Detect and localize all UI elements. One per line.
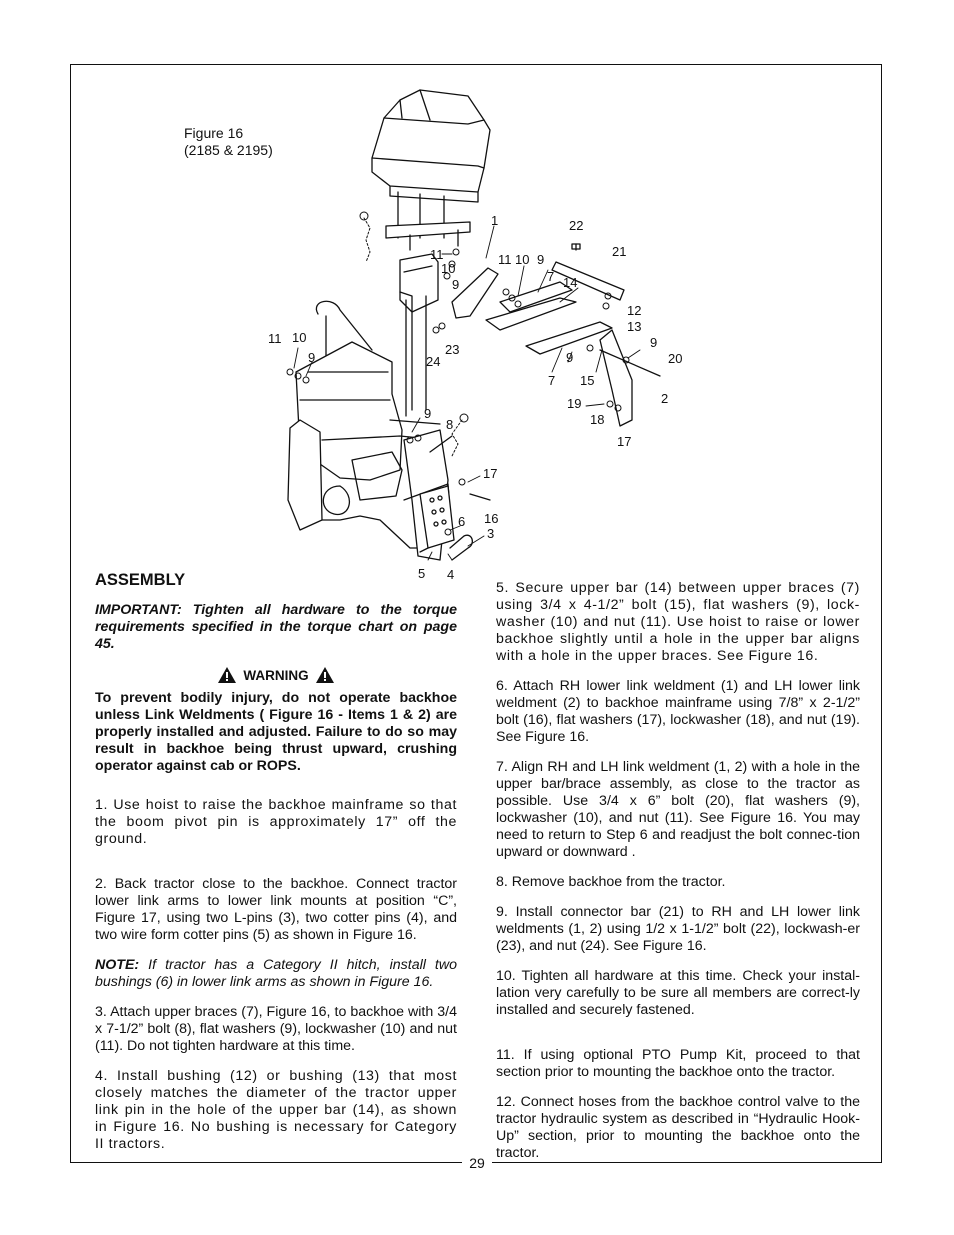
note-label: NOTE: xyxy=(95,957,140,973)
callout: 1 xyxy=(491,213,499,228)
warning-triangle-icon xyxy=(217,666,237,684)
section-heading: ASSEMBLY xyxy=(95,571,186,589)
step-7: 7. Align RH and LH link weldment (1, 2) with a hole in the upper bar/brace assembly, as close to the tractor as possible. Use 3/4 x 6” bolt (20), flat washers (9), lockwasher (10), and nut (11). See Figure 16. You may need to return to Step 6 and readjust the bolt connec-tion upward or downward . xyxy=(496,759,860,860)
rh-link-weldment xyxy=(452,268,498,318)
callout: 9 xyxy=(308,350,316,365)
figure-models: (2185 & 2195) xyxy=(184,142,273,158)
callout: 11 xyxy=(430,247,444,262)
step-11: 11. If using optional PTO Pump Kit, proceed to that section prior to mounting the backhoe onto the tractor. xyxy=(496,1047,860,1080)
callout: 7 xyxy=(547,269,555,284)
step-3: 3. Attach upper braces (7), Figure 16, to backhoe with 3/4 x 7-1/2” bolt (8), flat washers (9), lockwasher (10) and nut (11). Do not tighten hardware at this time. xyxy=(95,1004,457,1054)
callout: 9 xyxy=(424,406,432,421)
callout: 23 xyxy=(445,342,460,357)
callout: 21 xyxy=(612,244,627,259)
right-column xyxy=(496,580,860,1175)
important-note: IMPORTANT: Tighten all hardware to the torque requirements specified in the torque chart on page 45. xyxy=(95,602,457,652)
callout: 20 xyxy=(668,351,683,366)
callout: 8 xyxy=(446,417,454,432)
callout: 12 xyxy=(627,303,642,318)
callout: 10 xyxy=(292,330,307,345)
callout: 5 xyxy=(418,566,426,581)
callout: 11 xyxy=(268,331,282,346)
step-8: 8. Remove backhoe from the tractor. xyxy=(496,874,726,890)
callout: 9 xyxy=(650,335,658,350)
step-2: 2. Back tractor close to the backhoe. Connect tractor lower link arms to lower link mounts at position “C”, Figure 17, using two L-pins (3), two cotter pins (4), and two wire form cotter pins (5) as shown in Figure 16. xyxy=(95,876,457,943)
step-9: 9. Install connector bar (21) to RH and LH lower link weldments (1, 2) using 1/2 x 1-1/2” bolt (22), lockwash-er (23), and nut (24). See Figure 16. xyxy=(496,904,860,954)
callout: 11 xyxy=(498,252,512,267)
step-5: 5. Secure upper bar (14) between upper braces (7) using 3/4 x 4-1/2” bolt (15), flat washers (9), lock-washer (10) and nut (11). Use hoist to raise or lower backhoe slightly until a hole in the upper bar aligns with a hole in the upper braces. See Figure 16. xyxy=(496,580,860,664)
callout: 13 xyxy=(627,319,642,334)
callout: 15 xyxy=(580,373,595,388)
step-6: 6. Attach RH lower link weldment (1) and LH lower link weldment (2) to backhoe mainframe using 7/8” x 2-1/2” bolt (16), flat washers (17), lockwasher (18), and nut (19). See Figure 16. xyxy=(496,678,860,745)
callout: 17 xyxy=(617,434,632,449)
callout: 6 xyxy=(458,514,466,529)
step-1: 1. Use hoist to raise the backhoe mainframe so that the boom pivot pin is approximately 17” off the ground. xyxy=(95,797,457,847)
warning-label: WARNING xyxy=(243,667,309,683)
seat-column xyxy=(400,254,441,416)
callout: 9 xyxy=(452,277,460,292)
note-text: If tractor has a Category II hitch, install two bushings (6) in lower link arms as shown in Figure 16. xyxy=(95,957,457,990)
callout: 10 xyxy=(441,261,456,276)
callout: 7 xyxy=(548,373,556,388)
warning-header xyxy=(95,666,457,684)
upper-braces xyxy=(486,282,612,354)
category-note xyxy=(95,957,457,991)
callout: 19 xyxy=(567,396,582,411)
callout: 17 xyxy=(483,466,498,481)
step-10: 10. Tighten all hardware at this time. Check your instal-lation very carefully to be sure all members are correct-ly installed and securely fastened. xyxy=(496,968,860,1018)
step-12: 12. Connect hoses from the backhoe control valve to the tractor hydraulic system as described in “Hydraulic Hook-Up” section, prior to mounting the backhoe onto the tractor. xyxy=(496,1094,860,1161)
warning-triangle-icon xyxy=(315,666,335,684)
callout: 9 xyxy=(537,252,545,267)
callout: 22 xyxy=(569,218,584,233)
callout: 3 xyxy=(487,526,495,541)
figure-label: Figure 16 xyxy=(184,125,244,141)
callout: 10 xyxy=(515,252,530,267)
callout: 9 xyxy=(566,350,574,365)
step-4: 4. Install bushing (12) or bushing (13) that most closely matches the diameter of the tractor upper link pin in the hole of the upper bar (14), as shown in Figure 16. No bushing is necessary for Category II tractors. xyxy=(95,1068,457,1152)
page-number: 29 xyxy=(462,1154,492,1172)
warning-text: To prevent bodily injury, do not operate backhoe unless Link Weldments ( Figure 16 - Items 1 & 2) are properly installed and adjusted. Failure to do so may result in backhoe being thrust upward, crushing operator against cab or ROPS. xyxy=(95,690,457,774)
callout: 2 xyxy=(661,391,669,406)
callout: 4 xyxy=(447,567,455,582)
callout: 14 xyxy=(563,275,578,290)
callout: 18 xyxy=(590,412,605,427)
left-column xyxy=(95,570,457,1166)
callout: 16 xyxy=(484,511,499,526)
lh-link-weldment xyxy=(600,330,632,426)
seat-illustration xyxy=(372,90,490,250)
callout: 24 xyxy=(426,354,441,369)
